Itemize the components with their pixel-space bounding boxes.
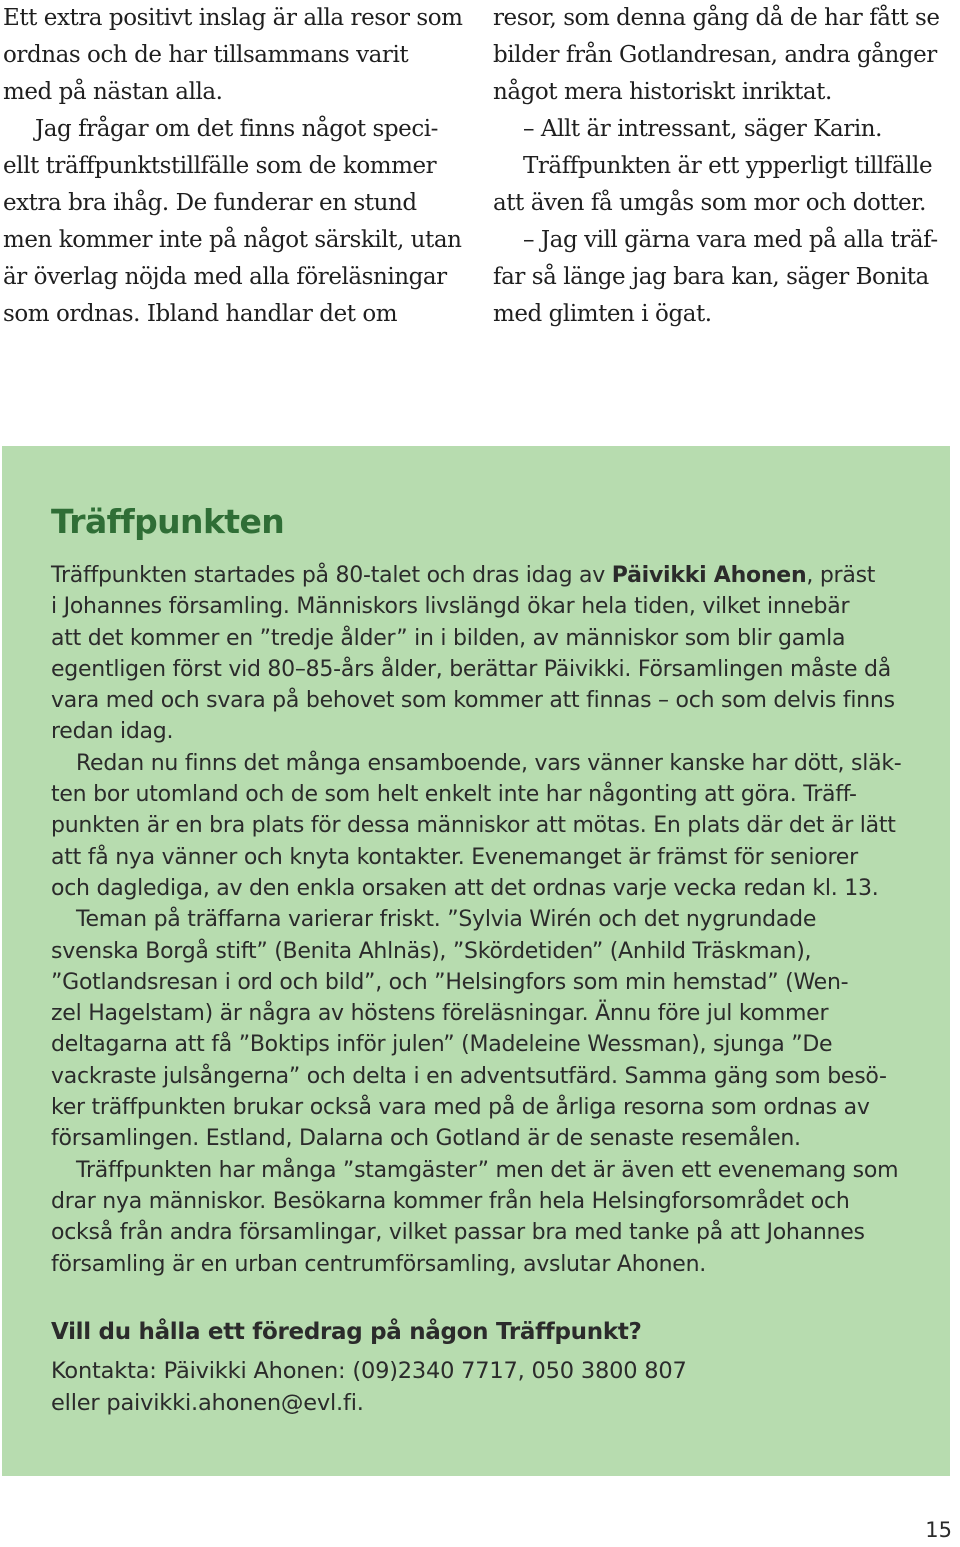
text-line: vackraste julsångerna” och delta i en adventsutfärd. Samma gäng som besö- (51, 1063, 887, 1089)
text-line: Träffpunkten är ett ypperligt tillfälle (523, 153, 933, 179)
text-line: och daglediga, av den enkla orsaken att det ordnas varje vecka redan kl. 13. (51, 875, 879, 901)
text-line: extra bra ihåg. De funderar en stund (3, 190, 417, 216)
contact-line: eller paivikki.ahonen@evl.fi. (51, 1389, 364, 1416)
text-line: är överlag nöjda med alla föreläsningar (3, 264, 447, 290)
left-paragraph-1 (3, 0, 465, 111)
left-paragraph-2 (3, 111, 465, 333)
contact-line: Kontakta: Päivikki Ahonen: (09)2340 7717, 050 3800 807 (51, 1357, 687, 1384)
text-line: att få nya vänner och knyta kontakter. Evenemanget är främst för seniorer (51, 844, 858, 870)
text-line: ordnas och de har tillsammans varit (3, 42, 409, 68)
text-line: Träffpunkten har många ”stamgäster” men det är även ett evenemang som (76, 1157, 899, 1183)
info-box-title: Träffpunkten (51, 502, 285, 541)
info-box (2, 446, 950, 1476)
text-line: deltagarna att få ”Boktips inför julen” (Madeleine Wessman), sjunga ”De (51, 1032, 833, 1058)
text-segment: Träffpunkten startades på 80-talet och dras idag av (51, 563, 612, 588)
text-line: redan idag. (51, 719, 174, 745)
box-paragraph-2 (51, 748, 931, 904)
text-line: ker träffpunkten brukar också vara med på de årliga resorna som ordnas av (51, 1095, 870, 1121)
text-line: att även få umgås som mor och dotter. (493, 190, 927, 216)
person-name: Päivikki Ahonen (611, 563, 807, 588)
quote-karin (493, 111, 953, 148)
text-line: som ordnas. Ibland handlar det om (3, 301, 398, 327)
text-line: resor, som denna gång då de har fått se (493, 5, 940, 31)
text-line: Jag frågar om det finns något speci- (35, 116, 438, 142)
text-line: med glimten i ögat. (493, 301, 712, 327)
text-line: i Johannes församling. Människors livslängd ökar hela tiden, vilket innebär (51, 594, 850, 620)
info-box-body (51, 560, 931, 1280)
right-paragraph-2 (493, 148, 953, 222)
lecture-question: Vill du hålla ett föredrag på någon Träffpunkt? (51, 1318, 642, 1345)
text-line: – Jag vill gärna vara med på alla träf- (523, 227, 938, 253)
text-line: församlingen. Estland, Dalarna och Gotland är de senaste resemålen. (51, 1126, 801, 1152)
left-article-column (3, 0, 465, 333)
page-number: 15 (925, 1518, 952, 1542)
text-line: ten bor utomland och de som helt enkelt inte har någonting att göra. Träff- (51, 782, 857, 808)
text-line: Teman på träffarna varierar friskt. ”Sylvia Wirén och det nygrundade (76, 907, 817, 933)
box-paragraph-3 (51, 904, 931, 1154)
right-paragraph-1 (493, 0, 953, 111)
box-paragraph-1 (51, 560, 931, 748)
text-line: zel Hagelstam) är några av höstens föreläsningar. Ännu före jul kommer (51, 1001, 829, 1027)
text-line: bilder från Gotlandresan, andra gånger (493, 42, 937, 68)
text-line: men kommer inte på något särskilt, utan (3, 227, 462, 253)
text-line: församling är en urban centrumförsamling, avslutar Ahonen. (51, 1251, 707, 1277)
contact-info (51, 1355, 931, 1419)
right-article-column (493, 0, 953, 333)
quote-bonita (493, 222, 953, 333)
text-line: att det kommer en ”tredje ålder” in i bilden, av människor som blir gamla (51, 625, 846, 651)
text-line: vara med och svara på behovet som kommer att finnas – och som delvis finns (51, 688, 895, 714)
text-line: ”Gotlandsresan i ord och bild”, och ”Helsingfors som min hemstad” (Wen- (51, 969, 849, 995)
text-line: far så länge jag bara kan, säger Bonita (493, 264, 929, 290)
info-box-content (51, 502, 931, 1419)
text-line: också från andra församlingar, vilket passar bra med tanke på att Johannes (51, 1220, 865, 1246)
text-segment: , präst (806, 563, 876, 588)
text-line: Ett extra positivt inslag är alla resor som (3, 5, 463, 31)
text-line: punkten är en bra plats för dessa människor att mötas. En plats där det är lätt (51, 813, 896, 839)
box-paragraph-4 (51, 1155, 931, 1280)
text-line: drar nya människor. Besökarna kommer från hela Helsingforsområdet och (51, 1188, 850, 1214)
text-line: ellt träffpunktstillfälle som de kommer (3, 153, 437, 179)
text-line: svenska Borgå stift” (Benita Ahlnäs), ”Skördetiden” (Anhild Träskman), (51, 938, 812, 964)
text-line: Redan nu finns det många ensamboende, vars vänner kanske har dött, släk- (76, 750, 902, 776)
text-line (51, 560, 931, 591)
text-line: egentligen först vid 80–85-års ålder, berättar Päivikki. Församlingen måste då (51, 656, 891, 682)
text-line: något mera historiskt inriktat. (493, 79, 832, 105)
text-line: med på nästan alla. (3, 79, 223, 105)
text-line: – Allt är intressant, säger Karin. (523, 116, 882, 142)
